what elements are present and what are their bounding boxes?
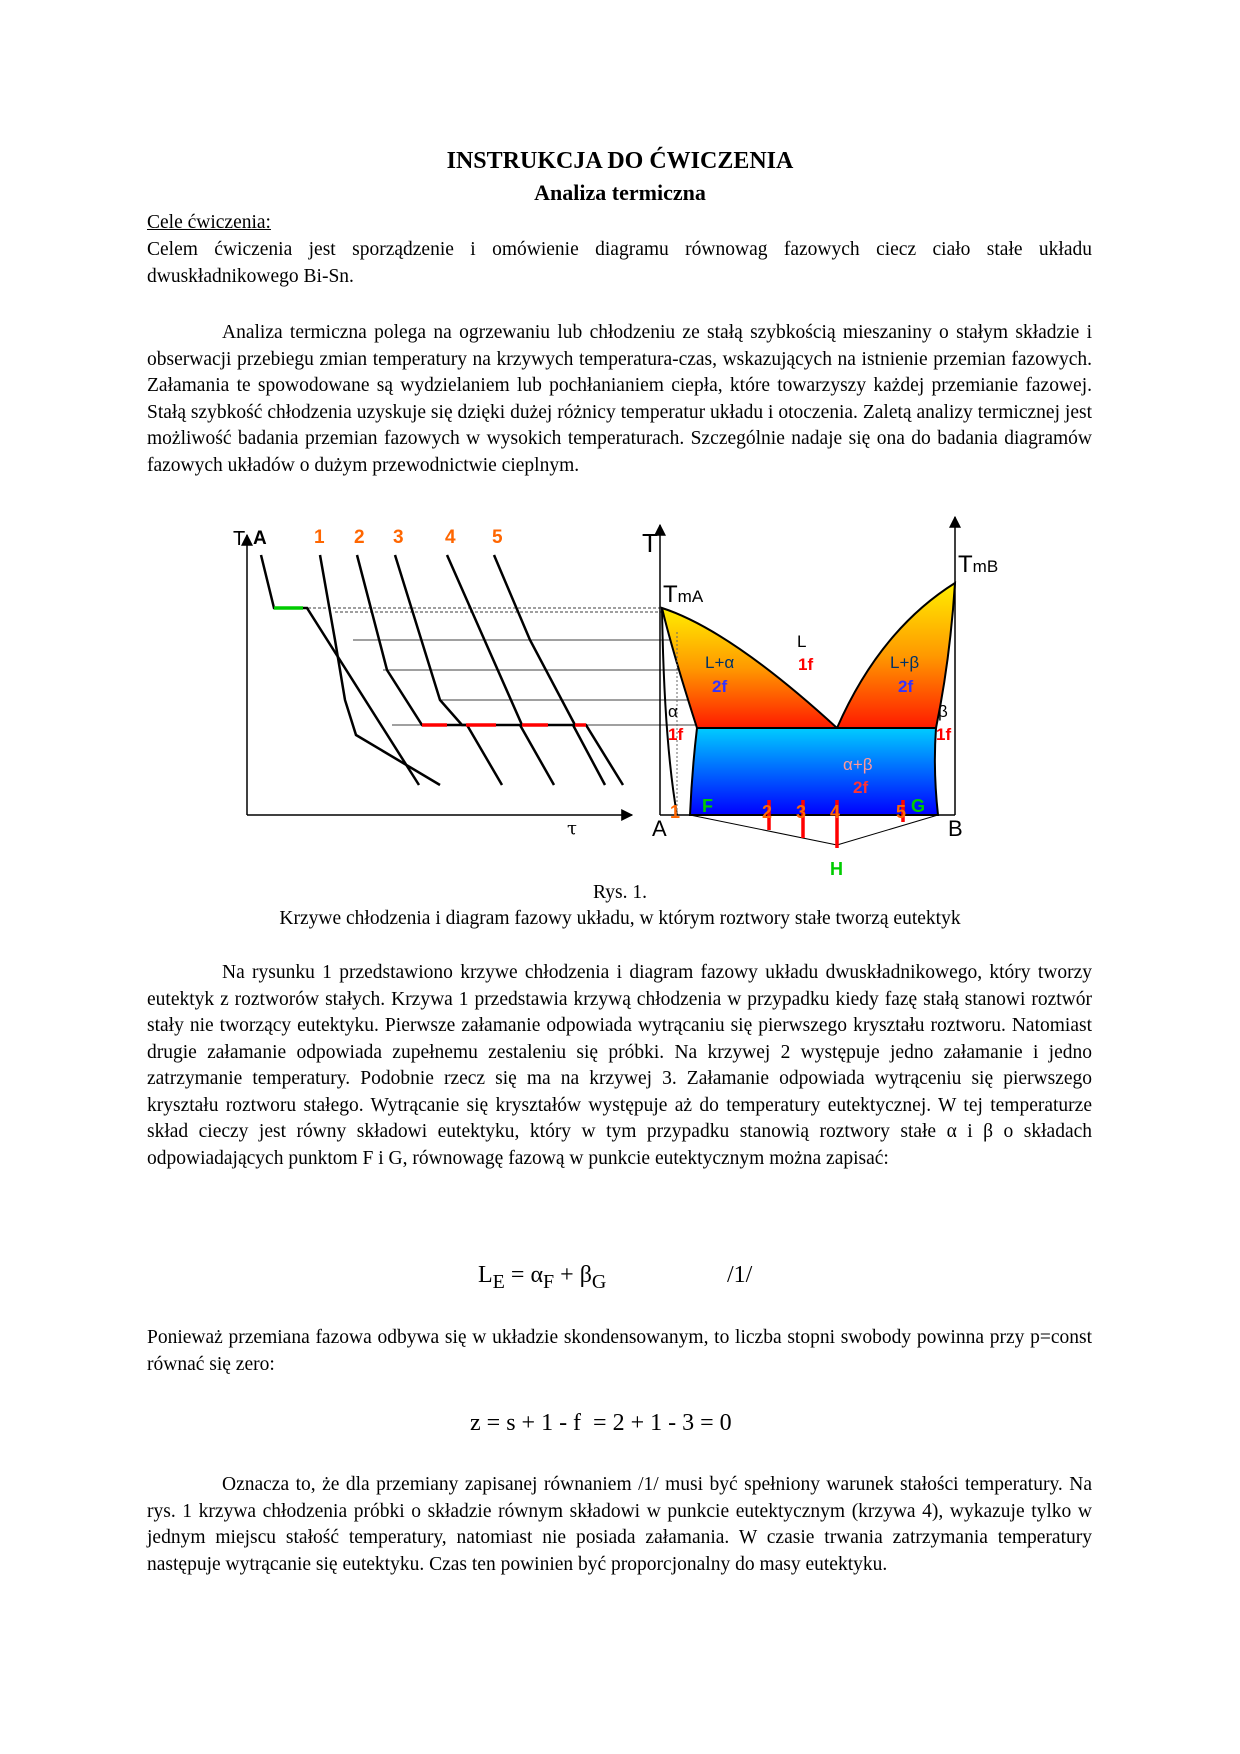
intro-paragraph: Analiza termiczna polega na ogrzewaniu lub chłodzeniu ze stałą szybkością mieszaniny o stałym składzie i obserwacji przebiegu zmian temperatury na krzywych temperatura-czas, wskazujących na istnienie przemian fazowych. Załamania te spowodowane są wydzielaniem lub pochłanianiem ciepła, które towarzyszy każdej przemianie fazowej. Stałą szybkość chłodzenia uzyskuje się dzięki dużej różnicy temperatur układu i otoczenia. Zaletą analizy termicznej jest możliwość badania przemian fazowych w wysokich temperaturach. Szczególnie nadaje się ona do badania diagramów fazowych układów o dużym przewodnictwie cieplnym. [147,322,1092,476]
curve-label-a: A [253,528,267,549]
label-l-alpha-f: 2f [712,677,728,696]
composition-label-1: 1 [670,802,681,822]
label-point-f: F [702,796,713,816]
equation-1-number: /1/ [727,1262,753,1288]
label-l-beta: L+β [890,653,920,672]
cooling-t-axis-label: T [233,528,246,550]
composition-label-4: 4 [830,802,841,822]
cooling-time-axis-label: τ [567,818,577,839]
label-axis-b: B [948,816,963,841]
label-tma: TmA [663,581,704,608]
label-alpha: α [668,702,678,721]
label-axis-a: A [652,816,667,841]
phase-diagram [642,517,998,879]
label-l-f: 1f [798,655,814,674]
goals-label: Cele ćwiczenia: [147,212,271,233]
figure-description-paragraph: Na rysunku 1 przedstawiono krzywe chłodzenia i diagram fazowy układu dwuskładnikowego, który tworzy eutektyk z roztworów stałych. Krzywa 1 przedstawia krzywą chłodzenia w przypadku kiedy fazę stałą stanowi roztwór stały nie tworzący eutektyku. Pierwsze załamanie odpowiada wytrącaniu się pierwszego kryształu roztworu. Natomiast drugie załamanie odpowiada zupełnemu zestaleniu się próbki. Na krzywej 2 występuje jedno załamanie i jedno zatrzymanie temperatury. Podobnie rzecz się ma na krzywej 3. Załamanie odpowiada wytrąceniu się pierwszego kryształu roztworu stałego. Wytrącanie się kryształów występuje aż do temperatury eutektycznej. W tej temperaturze skład cieczy jest równy składowi eutektyku, który w tym przypadku stanowią roztwory stałe α i β o składach odpowiadających punktom F i G, równowagę fazową w punkcie eutektycznym można zapisać: [147,962,1092,1169]
goals-paragraph: Celem ćwiczenia jest sporządzenie i omówienie diagramu równowag fazowych ciecz ciało stałe układu dwuskładnikowego Bi-Sn. [147,239,1092,287]
curve-label-3: 3 [393,527,404,548]
label-beta: β [938,702,948,721]
curve-number-labels [314,527,503,548]
label-l-beta-f: 2f [898,677,914,696]
label-alpha-beta: α+β [843,755,873,774]
document-title: INSTRUKCJA DO ĆWICZENIA [446,148,794,174]
label-point-h: H [830,859,843,879]
composition-label-3: 3 [796,802,807,822]
equation-1: $L_E = \alpha_F + \beta_G$ [478,1262,607,1293]
figure-label: Rys. 1. [593,882,647,903]
figure-caption: Krzywe chłodzenia i diagram fazowy układu, w którym roztwory stałe tworzą eutektyk [279,908,961,929]
curve-label-2: 2 [354,527,365,548]
composition-label-2: 2 [762,802,773,822]
document-subtitle: Analiza termiczna [534,180,706,205]
curve-label-5: 5 [492,527,503,548]
equation-2: z = s + 1 - f = 2 + 1 - 3 = 0 [470,1410,732,1436]
label-alpha-beta-f: 2f [853,778,869,797]
label-l: L [797,632,807,651]
label-beta-f: 1f [936,725,952,744]
curve-label-1: 1 [314,527,325,548]
meaning-paragraph: Oznacza to, że dla przemiany zapisanej równaniem /1/ musi być spełniony warunek stałości temperatury. Na rys. 1 krzywa chłodzenia próbki o składzie równym składowi w punkcie eutektycznym (krzywa 4), wykazuje tylko w jednym miejscu stałość temperatury, natomiast nie posiada załamania. W czasie trwania zatrzymania temperatury następuje wytrącanie się eutektyku. Czas ten powinien być proporcjonalny do masy eutektyku. [147,1474,1092,1575]
label-point-g: G [911,796,926,816]
composition-label-5: 5 [896,802,907,822]
label-alpha-f: 1f [668,725,684,744]
label-tmb: TmB [958,551,999,578]
curve-label-4: 4 [445,527,456,548]
label-l-alpha: L+α [705,653,735,672]
diagram-t-axis-label: T [642,528,658,558]
condensed-paragraph: Ponieważ przemiana fazowa odbywa się w układzie skondensowanym, to liczba stopni swobody powinna przy p=const równać się zero: [147,1327,1092,1375]
